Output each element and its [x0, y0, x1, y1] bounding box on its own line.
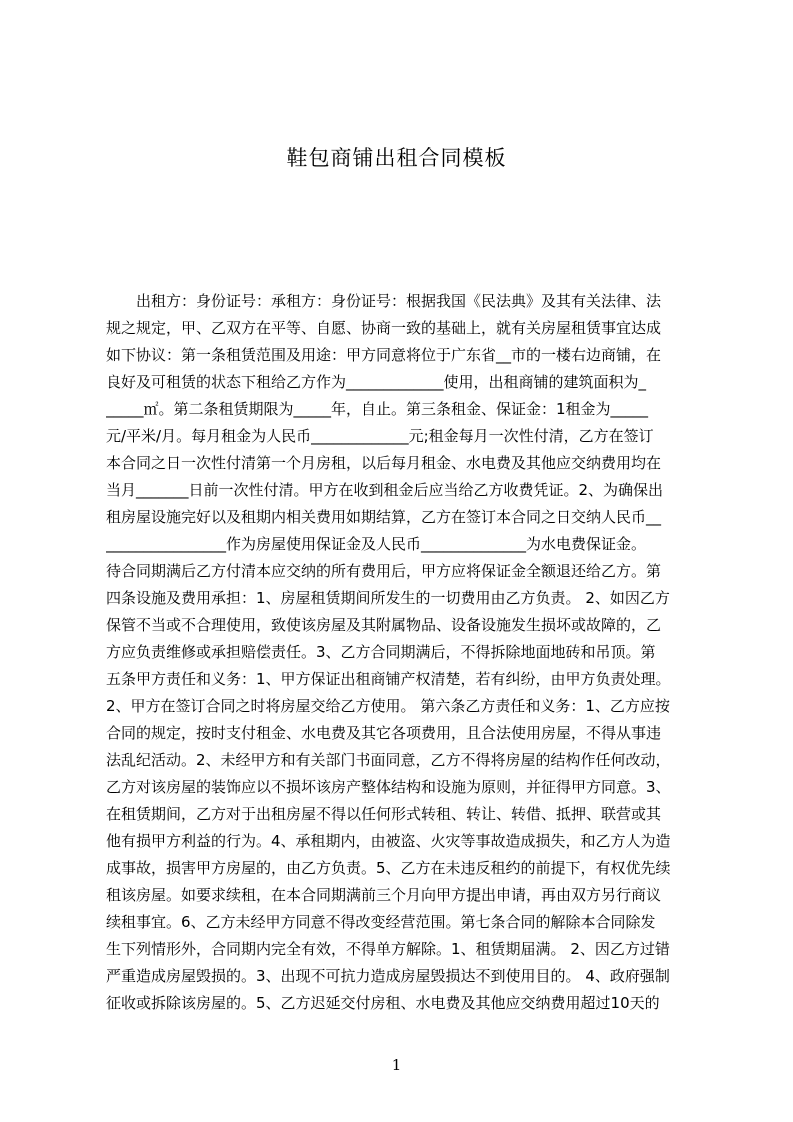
body-line: 方应负责维修或承担赔偿责任。3、乙方合同期满后，不得拆除地面地砖和吊顶。第	[106, 643, 656, 661]
body-line: 租该房屋。如要求续租，在本合同期满前三个月向甲方提出申请，再由双方另行商议	[106, 886, 662, 904]
body-line: 法乱纪活动。2、未经甲方和有关部门书面同意，乙方不得将房屋的结构作任何改动，	[106, 751, 671, 769]
body-line: 四条设施及费用承担：1、房屋租赁期间所发生的一切费用由乙方负责。 2、如因乙方	[106, 589, 670, 607]
document-title: 鞋包商铺出租合同模板	[286, 146, 507, 170]
body-line: 当月_______日前一次性付清。甲方在收到租金后应当给乙方收费凭证。2、为确保出	[106, 481, 664, 499]
body-line: 严重造成房屋毁损的。3、出现不可抗力造成房屋毁损达不到使用目的。 4、政府强制	[106, 967, 670, 985]
body-line: ________________作为房屋使用保证金及人民币______________为水电费保证金。	[106, 535, 647, 553]
contract-body	[106, 288, 699, 1017]
body-line: 在租赁期间，乙方对于出租房屋不得以任何形式转租、转让、转借、抵押、联营或其	[106, 805, 662, 823]
body-line: 生下列情形外，合同期内完全有效，不得单方解除。1、租赁期届满。 2、因乙方过错	[106, 940, 670, 958]
body-line: 如下协议：第一条租赁范围及用途：甲方同意将位于广东省__市的一楼右边商铺，在	[106, 346, 662, 364]
body-line: _____㎡。第二条租赁期限为_____年，自止。第三条租金、保证金：1租金为_____	[106, 400, 649, 418]
body-line: 乙方对该房屋的装饰应以不损坏该房产整体结构和设施为原则，并征得甲方同意。3、	[106, 778, 671, 796]
body-line: 他有损甲方利益的行为。4、承租期内，由被盗、火灾等事故造成损失，和乙方人为造	[106, 832, 671, 850]
body-line: 保管不当或不合理使用，致使该房屋及其附属物品、设备设施发生损坏或故障的，乙	[106, 616, 662, 634]
body-line: 规之规定，甲、乙双方在平等、自愿、协商一致的基础上，就有关房屋租赁事宜达成	[106, 319, 662, 337]
body-line: 五条甲方责任和义务：1、甲方保证出租商铺产权清楚，若有纠纷，由甲方负责处理。	[106, 670, 671, 688]
body-line: 2、甲方在签订合同之时将房屋交给乙方使用。 第六条乙方责任和义务：1、乙方应按	[106, 697, 670, 715]
body-line: 租房屋设施完好以及租期内相关费用如期结算，乙方在签订本合同之日交纳人民币__	[106, 508, 662, 526]
body-line: 续租事宜。6、乙方未经甲方同意不得改变经营范围。第七条合同的解除本合同除发	[106, 913, 656, 931]
body-line: 出租方：身份证号：承租方：身份证号：根据我国《民法典》及其有关法律、法	[106, 292, 662, 310]
page-number: 1	[391, 1056, 402, 1074]
body-line: 待合同期满后乙方付清本应交纳的所有费用后，甲方应将保证金全额退还给乙方。第	[106, 562, 662, 580]
body-line: 征收或拆除该房屋的。5、乙方迟延交付房租、水电费及其他应交纳费用超过10天的	[106, 994, 660, 1012]
body-line: 合同的规定，按时支付租金、水电费及其它各项费用，且合法使用房屋，不得从事违	[106, 724, 662, 742]
body-line: 本合同之日一次性付清第一个月房租，以后每月租金、水电费及其他应交纳费用均在	[106, 454, 662, 472]
body-line: 成事故，损害甲方房屋的，由乙方负责。5、乙方在未违反租约的前提下，有权优先续	[106, 859, 671, 877]
body-line: 元/平米/月。每月租金为人民币_____________元;租金每月一次性付清，乙方在签订	[106, 427, 654, 445]
body-line: 良好及可租赁的状态下租给乙方作为_____________使用，出租商铺的建筑面积为_	[106, 373, 647, 391]
